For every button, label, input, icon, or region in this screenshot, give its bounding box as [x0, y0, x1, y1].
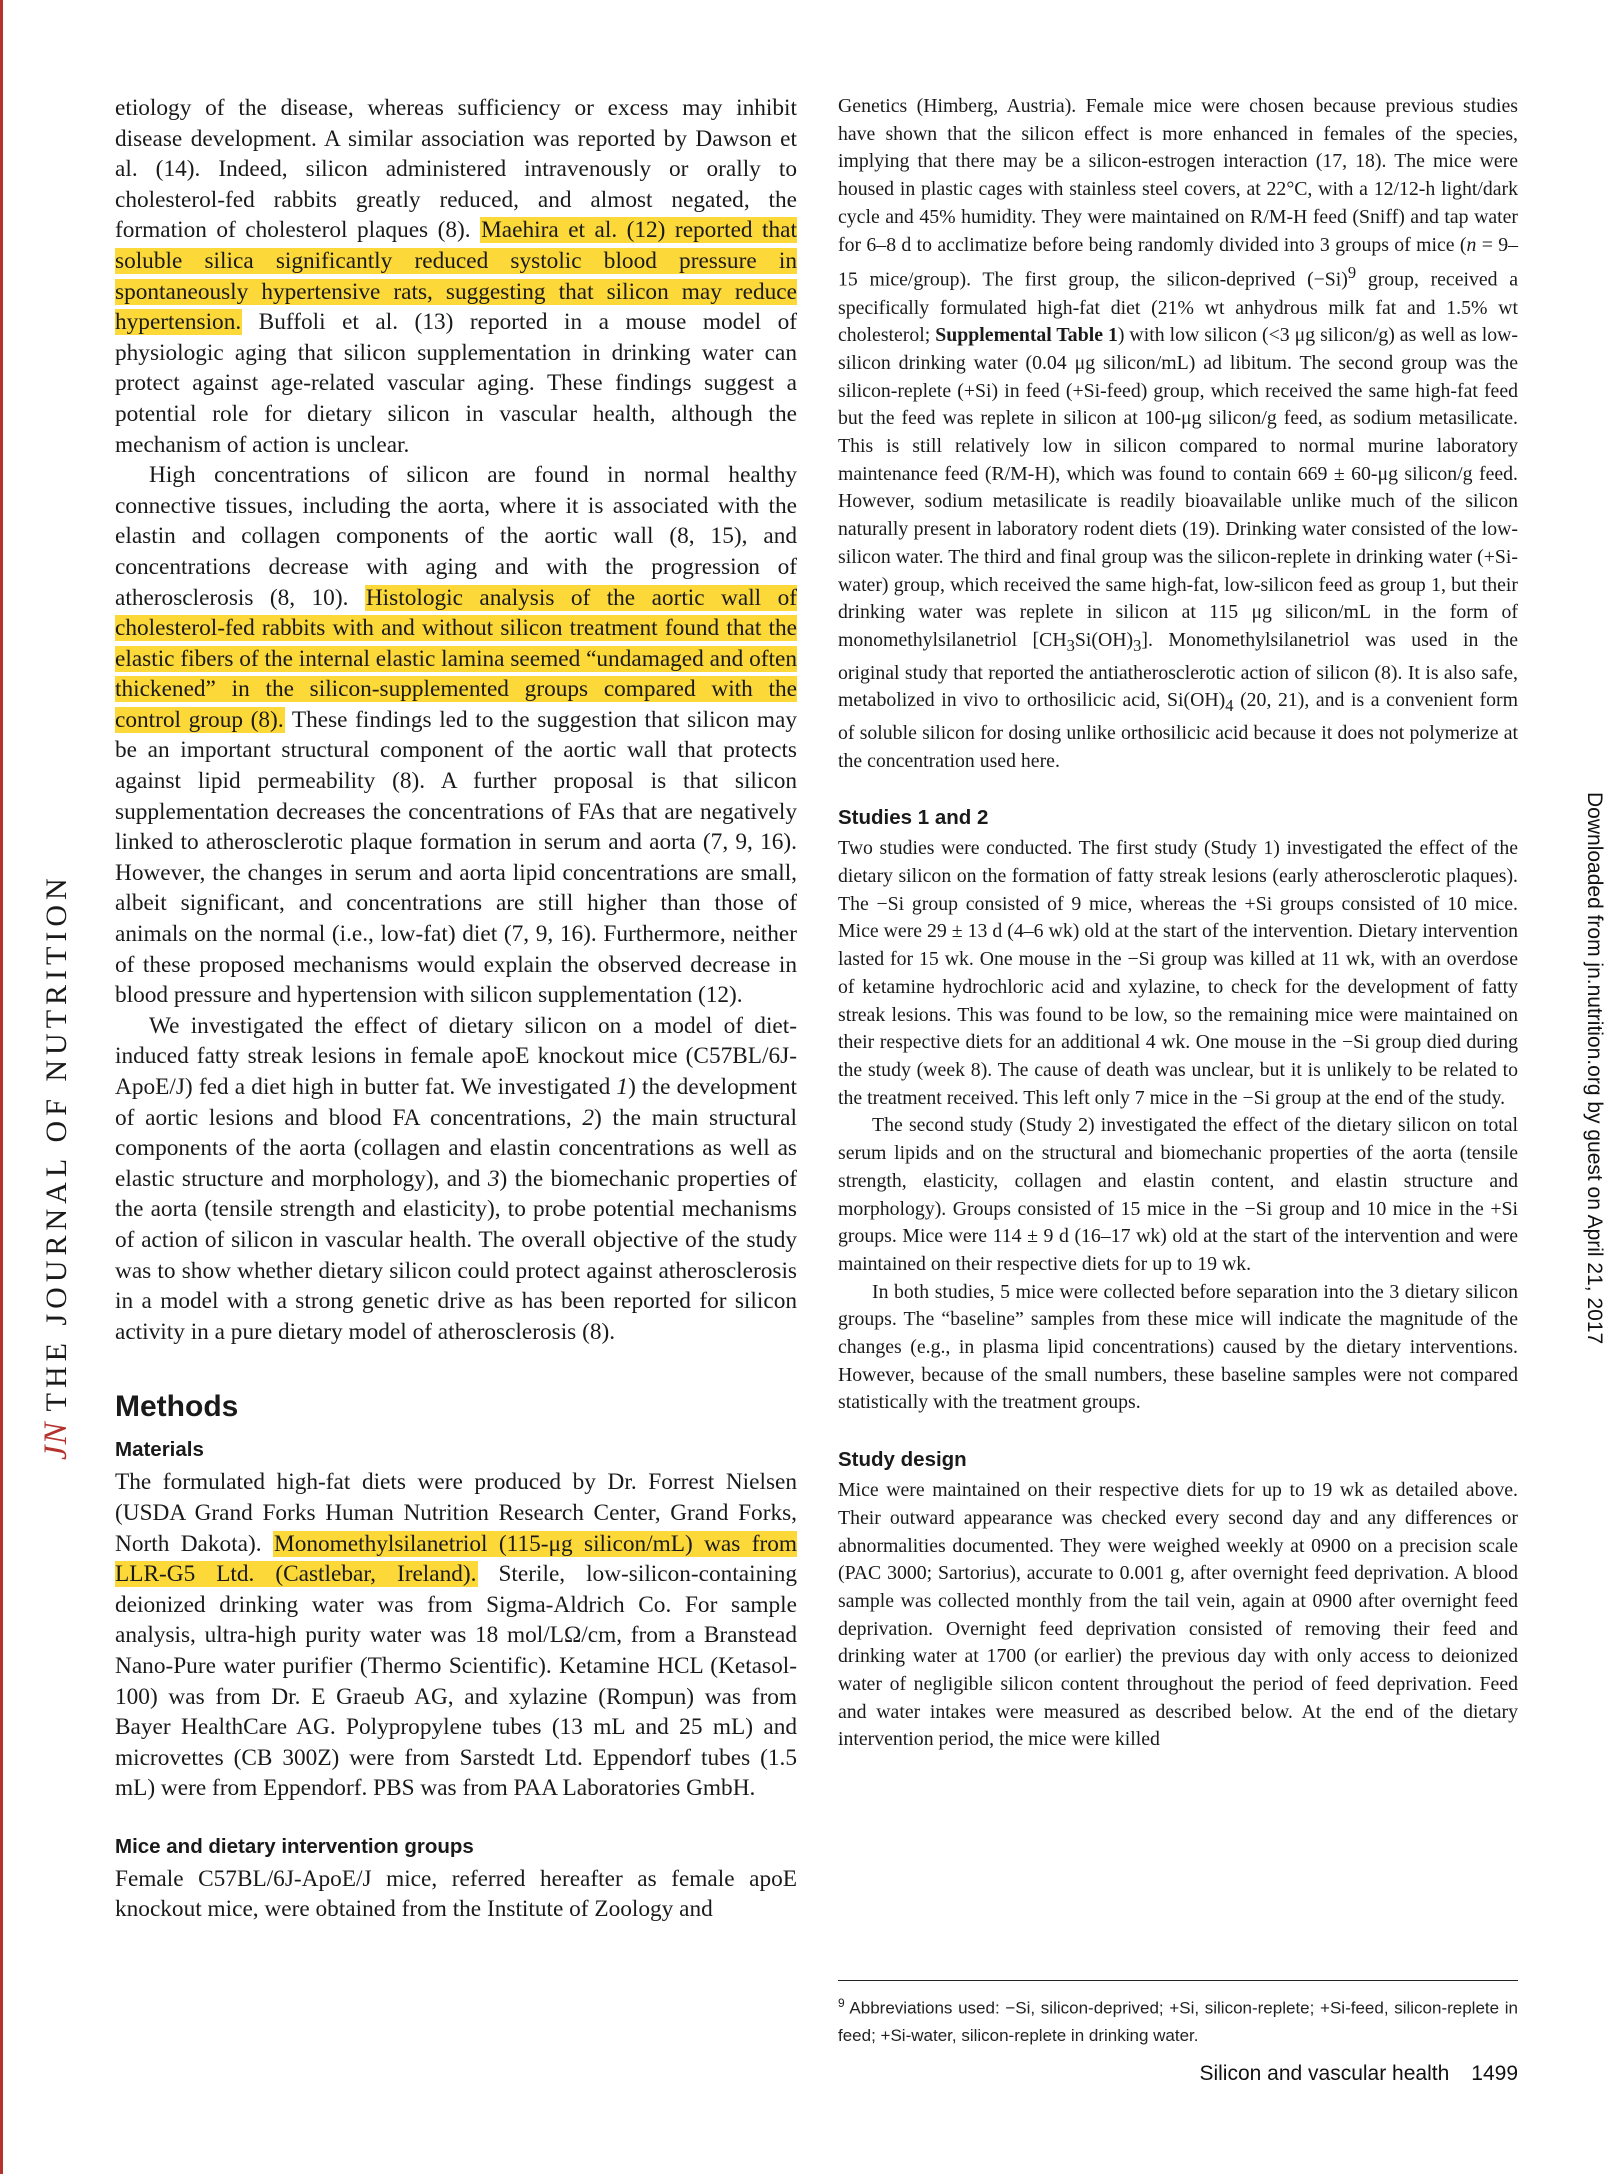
text-run: ) the main structural components of the aorta (collagen and elastin concentrations as well as elastic structure and morphology), and	[115, 1104, 797, 1192]
download-note: Downloaded from jn.nutrition.org by guest on April 21, 2017	[1583, 792, 1606, 1345]
paragraph-intro-1	[115, 93, 797, 460]
text-run: = 9–15 mice/group). The first group, the silicon-deprived (−Si)	[838, 233, 1518, 291]
text-run: The formulated high-fat diets were produced by Dr. Forrest Nielsen (USDA Grand Forks Human Nutrition Research Center, Grand Forks, North Dakota).	[115, 1469, 797, 1557]
highlight: Monomethylsilanetriol (115-μg silicon/mL) was from LLR-G5 Ltd. (Castlebar, Ireland).	[115, 1530, 798, 1588]
footnote-number: 9	[838, 1996, 845, 2010]
text-run: ) the biomechanic properties of the aorta (tensile strength and elasticity), to probe potential mechanisms of action of silicon in vascular health. The overall objective of the study was to show whether dietary silicon could protect against atherosclerosis in a model with a strong genetic drive as has been reported for silicon activity in a pure dietary model of atherosclerosis (8).	[115, 1165, 797, 1345]
journal-title-vertical	[38, 873, 75, 1460]
text-run: Sterile, low-silicon-containing deionized drinking water was from Sigma-Aldrich Co. For sample analysis, ultra-high purity water was 18 mol/LΩ/cm, from a Branstead Nano-Pure water purifier (Thermo Scientific). Ketamine HCL (Ketasol-100) was from Dr. E Graeub AG, and xylazine (Rompun) was from Bayer HealthCare AG. Polypropylene tubes (13 mL and 25 mL) and microvettes (CB 300Z) were from Sarstedt Ltd. Eppendorf tubes (1.5 mL) were from Eppendorf. PBS was from PAA Laboratories GmbH.	[115, 1561, 797, 1802]
highlight: Histologic analysis of the aortic wall of cholesterol-fed rabbits with and without silicon treatment found that the elastic fibers of the internal elastic lamina seemed “undamaged and often thickened” in the silicon-supplemented groups compared with the control group (8).	[115, 584, 797, 733]
text-run: We investigated the effect of dietary silicon on a model of diet-induced fatty streak lesions in female apoE knockout mice (C57BL/6J-ApoE/J) fed a diet high in butter fat. We investigated	[115, 1012, 797, 1100]
paragraph-mice-continued	[838, 93, 1518, 775]
footnote-text: Abbreviations used: −Si, silicon-deprived; +Si, silicon-replete; +Si-feed, silicon-replete in feed; +Si-water, silicon-replete in drinking water.	[838, 1998, 1518, 2045]
methods-heading: Methods	[115, 1390, 239, 1424]
subscript: 4	[1225, 696, 1234, 716]
text-run: ) with low silicon (<3 μg silicon/g) as well as low-silicon drinking water (0.04 μg silicon/mL) ad libitum. The second group was the silicon-replete (+Si) in feed (+Si-feed) group, which received the same high-fat feed but the feed was replete in silicon at 100-μg silicon/g feed, as sodium metasilicate. This is still relatively low in silicon compared to normal murine laboratory maintenance feed (R/M-H), which was found to contain 669 ± 60-μg silicon/g feed. However, sodium metasilicate is readily bioavailable unlike much of the silicon naturally present in laboratory rodent diets (19). Drinking water consisted of the low-silicon water. The third and final group was the silicon-replete in drinking water (+Si-water) group, which received the same high-fat, low-silicon feed as group 1, but their drinking water was replete in silicon at 115 μg silicon/mL in the form of monomethylsilanetriol [CH	[838, 324, 1519, 651]
studies-heading: Studies 1 and 2	[838, 806, 989, 830]
left-column	[115, 93, 797, 1925]
highlight: Maehira et al. (12) reported that soluble silica significantly reduced systolic blood pressure in spontaneously hypertensive rats, suggesting that silicon may reduce hypertension.	[115, 217, 797, 336]
left-margin-rule	[0, 0, 3, 2174]
running-title: Silicon and vascular health	[1199, 2062, 1450, 2085]
text-run: group, received a specifically formulated high-fat diet (21% wt anhydrous milk fat and 1.5% wt cholesterol;	[838, 268, 1518, 347]
footnote-ref: 9	[1347, 263, 1357, 283]
journal-name: THE JOURNAL OF NUTRITION	[40, 873, 73, 1412]
paragraph-materials	[115, 1467, 797, 1804]
text-run: ) the development of aortic lesions and blood FA concentrations,	[115, 1074, 797, 1131]
paragraph-mice: Female C57BL/6J-ApoE/J mice, referred hereafter as female apoE knockout mice, were obtained from the Institute of Zoology and	[115, 1865, 797, 1923]
text-run: Buffoli et al. (13) reported in a mouse model of physiologic aging that silicon supplementation in drinking water can protect against age-related vascular aging. These findings suggest a potential role for dietary silicon in vascular health, although the mechanism of action is unclear.	[115, 309, 797, 458]
text-run: ]. Monomethylsilanetriol was used in the original study that reported the antiatherosclerotic action of silicon (8). It is also safe, metabolized in vivo to orthosilicic acid, Si(OH)	[838, 628, 1519, 712]
subscript: 3	[1133, 635, 1142, 655]
supplemental-table-ref: Supplemental Table 1	[935, 324, 1118, 347]
paragraph-study-design: Mice were maintained on their respective diets for up to 19 wk as detailed above. Their outward appearance was checked every second day and any differences or abnormalities documented. They were weighed weekly at 0900 on a precision scale (PAC 3000; Sartorius), accurate to 0.001 g, after overnight feed deprivation. A blood sample was collected monthly from the tail vein, again at 0900 after overnight feed deprivation. Overnight feed deprivation consisted of removing their feed and drinking water at 1700 (or earlier) the previous day with only access to deionized water of negligible silicon content throughout the period of feed deprivation. Feed and water intakes were measured as described below. At the end of the dietary intervention period, the mice were killed	[838, 1479, 1518, 1751]
study-design-heading: Study design	[838, 1448, 967, 1472]
page-number: 1499	[1471, 2062, 1518, 2085]
paragraph-study-2: The second study (Study 2) investigated the effect of the dietary silicon on total serum lipids and on the structural and biomechanic properties of the aorta (tensile strength, elasticity, collagen and elastin content, and elastin structure and morphology). Groups consisted of 15 mice in the −Si group and 10 mice in the +Si groups. Mice were 114 ± 9 d (16–17 wk) old at the start of the intervention and were maintained on their respective diets for up to 19 wk.	[838, 1114, 1518, 1275]
paragraph-intro-3	[115, 1011, 797, 1348]
italic-n: n	[1466, 233, 1477, 256]
paragraph-baseline: In both studies, 5 mice were collected before separation into the 3 dietary silicon groups. The “baseline” samples from these mice will indicate the magnitude of the changes (e.g., in plasma lipid concentrations) caused by the dietary interventions. However, because of the small numbers, these baseline samples were not compared statistically with the treatment groups.	[838, 1280, 1518, 1414]
text-run: (20, 21), and is a convenient form of soluble silicon for dosing unlike orthosilicic acid because it does not polymerize at the concentration used here.	[838, 689, 1518, 772]
right-column	[838, 93, 1518, 1754]
materials-heading: Materials	[115, 1438, 204, 1462]
list-number: 3	[487, 1165, 500, 1192]
running-footer	[1180, 2062, 1518, 2086]
mice-heading: Mice and dietary intervention groups	[115, 1834, 474, 1858]
text-run: Genetics (Himberg, Austria). Female mice were chosen because previous studies have shown that the silicon effect is more enhanced in females of the species, implying that there may be a silicon-estrogen interaction (17, 18). The mice were housed in plastic cages with stainless steel covers, at 22°C, with a 12/12-h light/dark cycle and 45% humidity. They were maintained on R/M-H feed (Sniff) and tap water for 6–8 d to acclimatize before being randomly divided into 3 groups of mice (	[838, 95, 1518, 256]
footnote-abbreviations	[838, 1990, 1518, 2049]
footnote-divider	[838, 1980, 1518, 1981]
text-run: etiology of the disease, whereas sufficiency or excess may inhibit disease development. A similar association was reported by Dawson et al. (14). Indeed, silicon administered intravenously or orally to cholesterol-fed rabbits greatly reduced, and almost negated, the formation of cholesterol plaques (8).	[115, 95, 797, 244]
journal-abbrev: JN	[38, 1421, 74, 1460]
list-number: 2	[582, 1104, 595, 1131]
text-run: Si(OH)	[1074, 628, 1134, 651]
list-number: 1	[616, 1074, 629, 1100]
text-run: These findings led to the suggestion that silicon may be an important structural component of the aortic wall that protects against lipid permeability (8). A further proposal is that silicon supplementation decreases the concentrations of FAs that are negatively linked to atherosclerotic plaque formation in serum and aorta (7, 9, 16). However, the changes in serum and aorta lipid concentrations are small, albeit significant, and concentrations are still higher than those of animals on the normal (i.e., low-fat) diet (7, 9, 16). Furthermore, neither of these proposed mechanisms would explain the observed decrease in blood pressure and hypertension with silicon supplementation (12).	[115, 706, 798, 1009]
paragraph-study-1: Two studies were conducted. The first study (Study 1) investigated the effect of the dietary silicon on the formation of fatty streak lesions (early atherosclerotic plaques). The −Si group consisted of 9 mice, whereas the +Si groups consisted of 10 mice. Mice were 29 ± 13 d (4–6 wk) old at the start of the intervention. Dietary intervention lasted for 15 wk. One mouse in the −Si group was killed at 11 wk, with an overdose of ketamine hydrochloric acid and xylazine, to check for the development of fatty streak lesions. This was found to be low, so the remaining mice were maintained on their respective diets for an additional 4 wk. One mouse in the −Si group died during the study (week 8). The cause of death was unclear, but it is unlikely to be related to the treatment received. This left only 7 mice in the −Si group at the end of the study.	[838, 837, 1518, 1109]
subscript: 3	[1066, 635, 1075, 655]
text-run: High concentrations of silicon are found in normal healthy connective tissues, including the aorta, where it is associated with the elastin and collagen components of the aortic wall (8, 15), and concentrations decrease with aging and with the progression of atherosclerosis (8, 10).	[115, 462, 797, 611]
paragraph-intro-2	[115, 460, 797, 1011]
